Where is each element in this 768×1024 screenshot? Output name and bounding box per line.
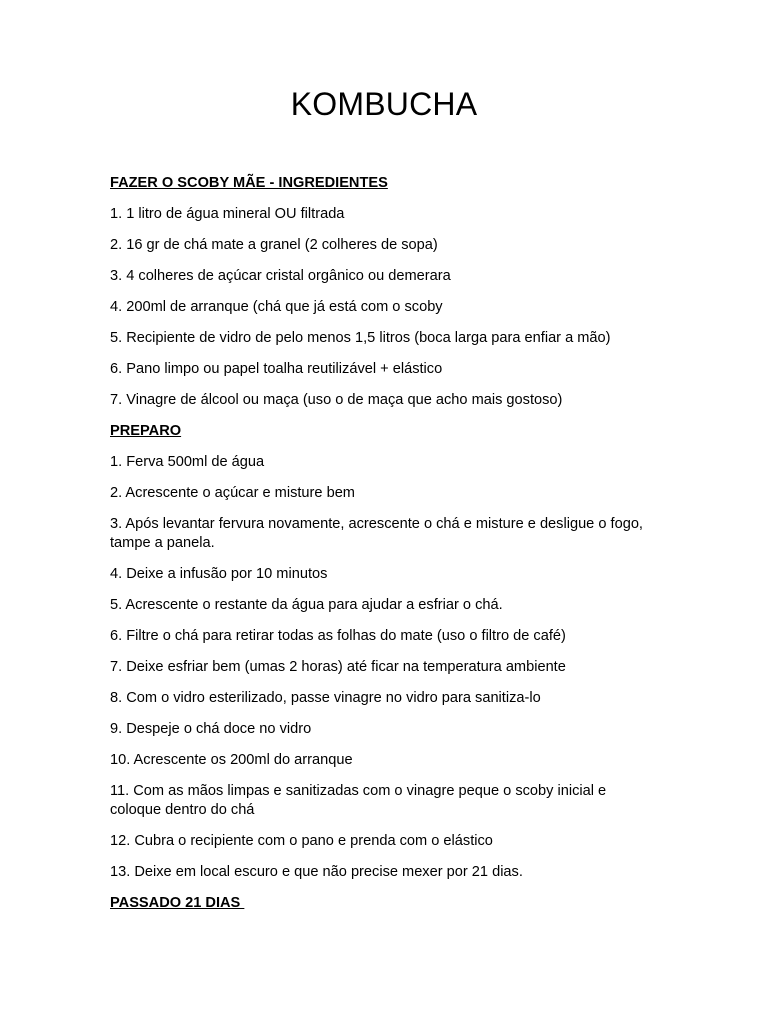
list-item: 13. Deixe em local escuro e que não precise mexer por 21 dias. <box>110 864 523 880</box>
list-item: 2. Acrescente o açúcar e misture bem <box>110 485 355 501</box>
section-heading-passado-21-dias: PASSADO 21 DIAS <box>110 895 245 911</box>
list-item: 11. Com as mãos limpas e sanitizadas com o vinagre peque o scoby inicial e coloque dentro do chá <box>110 783 607 818</box>
list-item: 10. Acrescente os 200ml do arranque <box>110 752 353 768</box>
list-item: 8. Com o vidro esterilizado, passe vinagre no vidro para sanitiza-lo <box>110 690 541 706</box>
list-item: 3. 4 colheres de açúcar cristal orgânico ou demerara <box>110 268 451 284</box>
list-item: 1. 1 litro de água mineral OU filtrada <box>110 206 345 222</box>
list-item: 6. Filtre o chá para retirar todas as folhas do mate (uso o filtro de café) <box>110 628 566 644</box>
document-body <box>110 174 660 913</box>
list-item: 5. Recipiente de vidro de pelo menos 1,5 litros (boca larga para enfiar a mão) <box>110 330 611 346</box>
list-item: 9. Despeje o chá doce no vidro <box>110 721 312 737</box>
list-item: 1. Ferva 500ml de água <box>110 454 265 470</box>
document-title: KOMBUCHA <box>290 86 478 122</box>
list-item: 4. 200ml de arranque (chá que já está com o scoby <box>110 299 443 315</box>
list-item: 3. Após levantar fervura novamente, acrescente o chá e misture e desligue o fogo, tampe a panela. <box>110 516 643 551</box>
section-heading-preparo: PREPARO <box>110 423 182 439</box>
list-item: 5. Acrescente o restante da água para ajudar a esfriar o chá. <box>110 597 503 613</box>
list-item: 12. Cubra o recipiente com o pano e prenda com o elástico <box>110 833 493 849</box>
list-item: 4. Deixe a infusão por 10 minutos <box>110 566 328 582</box>
list-item: 7. Vinagre de álcool ou maça (uso o de maça que acho mais gostoso) <box>110 392 563 408</box>
list-item: 6. Pano limpo ou papel toalha reutilizável + elástico <box>110 361 443 377</box>
list-item: 2. 16 gr de chá mate a granel (2 colheres de sopa) <box>110 237 438 253</box>
section-heading-ingredients: FAZER O SCOBY MÃE - INGREDIENTES <box>110 175 388 191</box>
list-item: 7. Deixe esfriar bem (umas 2 horas) até ficar na temperatura ambiente <box>110 659 566 675</box>
